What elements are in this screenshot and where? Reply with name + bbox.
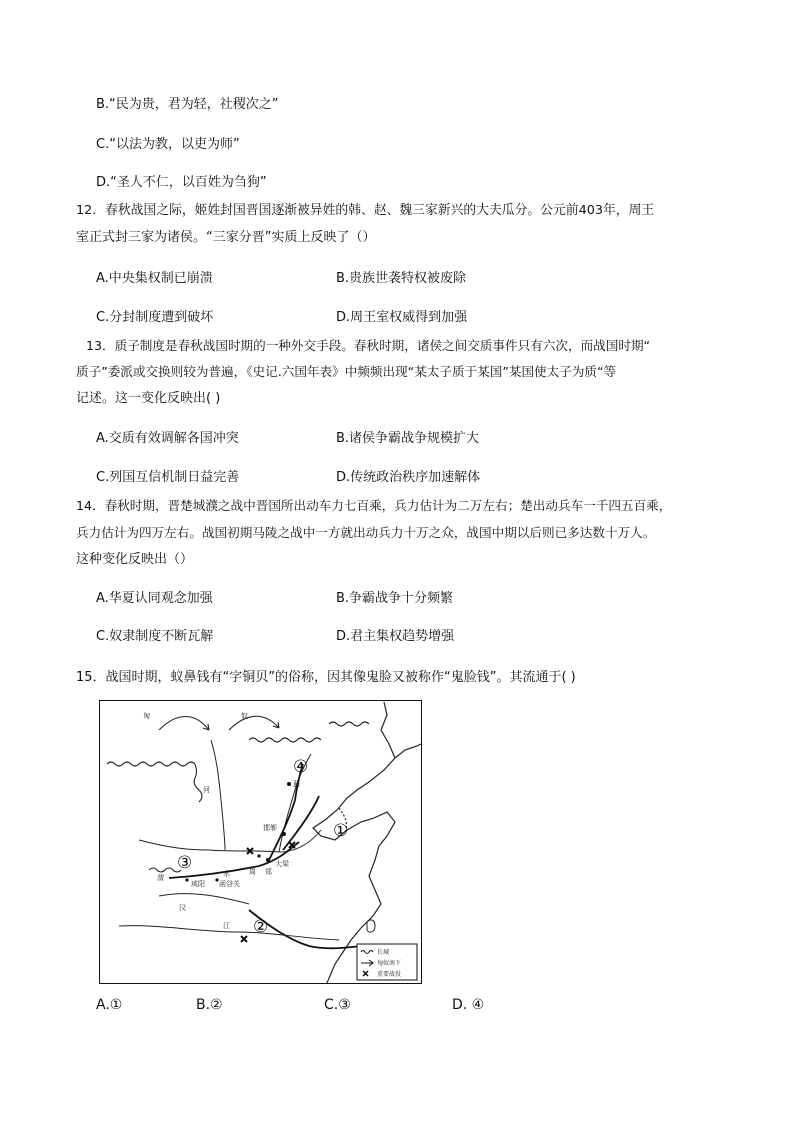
map-legend (357, 944, 417, 980)
label-xiongnu-1: 匈 (143, 712, 150, 720)
label-river-wei: 渭 (157, 874, 164, 882)
label-river-he: 河 (203, 786, 210, 794)
region-marker-2: ② (253, 917, 269, 937)
q13-stem-line2: 质子”委派或交换则较为普遍，《史记.六国年表》中频频出现“某太子质于某国”某国使太子为质“等 (76, 364, 617, 379)
q14-stem-line2: 兵力估计为四万左右。战国初期马陵之战中一方就出动兵力十万之众，战国中期以后则已多达数十万人。 (76, 525, 656, 540)
q12-stem-line2: 室正式封三家为诸侯。“三家分晋”实质上反映了（） (76, 230, 376, 245)
q15-option-d: D. ④ (452, 997, 485, 1013)
legend-wall: 长城 (377, 949, 390, 956)
q12-option-c: C.分封制度遭到破坏 (96, 310, 214, 325)
region-marker-3: ③ (177, 853, 193, 873)
q13-option-c: C.列国互信机制日益完善 (96, 470, 240, 485)
q14-option-b: B.争霸战争十分频繁 (336, 591, 454, 606)
label-city-hangu: 函谷关 (219, 880, 240, 888)
q13-option-d: D.传统政治秩序加速解体 (336, 470, 481, 485)
q11-option-d: D.“圣人不仁，以百姓为刍狗” (96, 175, 267, 190)
region-marker-4: ④ (293, 757, 309, 777)
label-city-handan: 邯郸 (263, 824, 277, 832)
q14-stem-line3: 这种变化反映出（） (76, 552, 194, 567)
q12-stem-line1: 12．春秋战国之际，姬姓封国晋国逐渐被异姓的韩、赵、魏三家新兴的大夫瓜分。公元前403年，周王 (76, 203, 655, 218)
q13-stem-line3: 记述。这一变化反映出( ) (76, 391, 221, 406)
q14-option-d: D.君主集权趋势增强 (336, 629, 455, 644)
label-river-jiang: 江 (223, 922, 230, 930)
q15-option-a: A.① (96, 997, 123, 1013)
region-marker-1: ① (333, 821, 349, 841)
legend-xiongnu: 匈奴南下 (377, 960, 402, 967)
q12-option-a: A.中央集权制已崩溃 (96, 271, 213, 286)
q11-option-c: C.“以法为教，以吏为师” (96, 137, 240, 152)
q13-stem-line1: 13．质子制度是春秋战国时期的一种外交手段。春秋时期，诸侯之间交质事件只有六次，而战国时期“ (86, 338, 651, 353)
q12-option-d: D.周王室权威得到加强 (336, 310, 468, 325)
q15-stem: 15．战国时期，蚁鼻钱有“字铜贝”的俗称，因其像鬼脸又被称作“鬼脸钱”。其流通于( ) (76, 670, 576, 685)
q12-option-b: B.贵族世袭特权被废除 (336, 271, 467, 286)
q14-option-a: A.华夏认同观念加强 (96, 591, 213, 606)
label-river-han: 汉 (179, 904, 186, 912)
q14-option-c: C.奴隶制度不断瓦解 (96, 629, 214, 644)
q15-option-c: C.③ (324, 997, 351, 1013)
q11-option-b: B.“民为贵，君为轻，社稷次之” (96, 97, 279, 112)
label-city-ji: 蓟 (293, 780, 300, 788)
q13-option-a: A.交质有效调解各国冲突 (96, 431, 239, 446)
warring-states-map (99, 700, 422, 984)
legend-battle: 重要战役 (377, 971, 402, 978)
q14-stem-line1: 14．春秋时期，晋楚城濮之战中晋国所出动车力七百乘，兵力估计为二万左右；楚出动兵车一千四五百乘， (76, 498, 672, 513)
label-xiongnu-2: 奴 (241, 712, 248, 720)
label-city-zhou: 周 (249, 868, 256, 876)
q13-option-b: B.诸侯争霸战争规模扩大 (336, 431, 480, 446)
q15-option-b: B.② (196, 997, 223, 1013)
label-city-xianyang: 咸阳 (191, 880, 205, 888)
label-city-zheng: 郑 (265, 868, 272, 876)
label-river-shui: 水 (223, 870, 230, 878)
label-city-daliang: 大梁 (275, 860, 289, 868)
